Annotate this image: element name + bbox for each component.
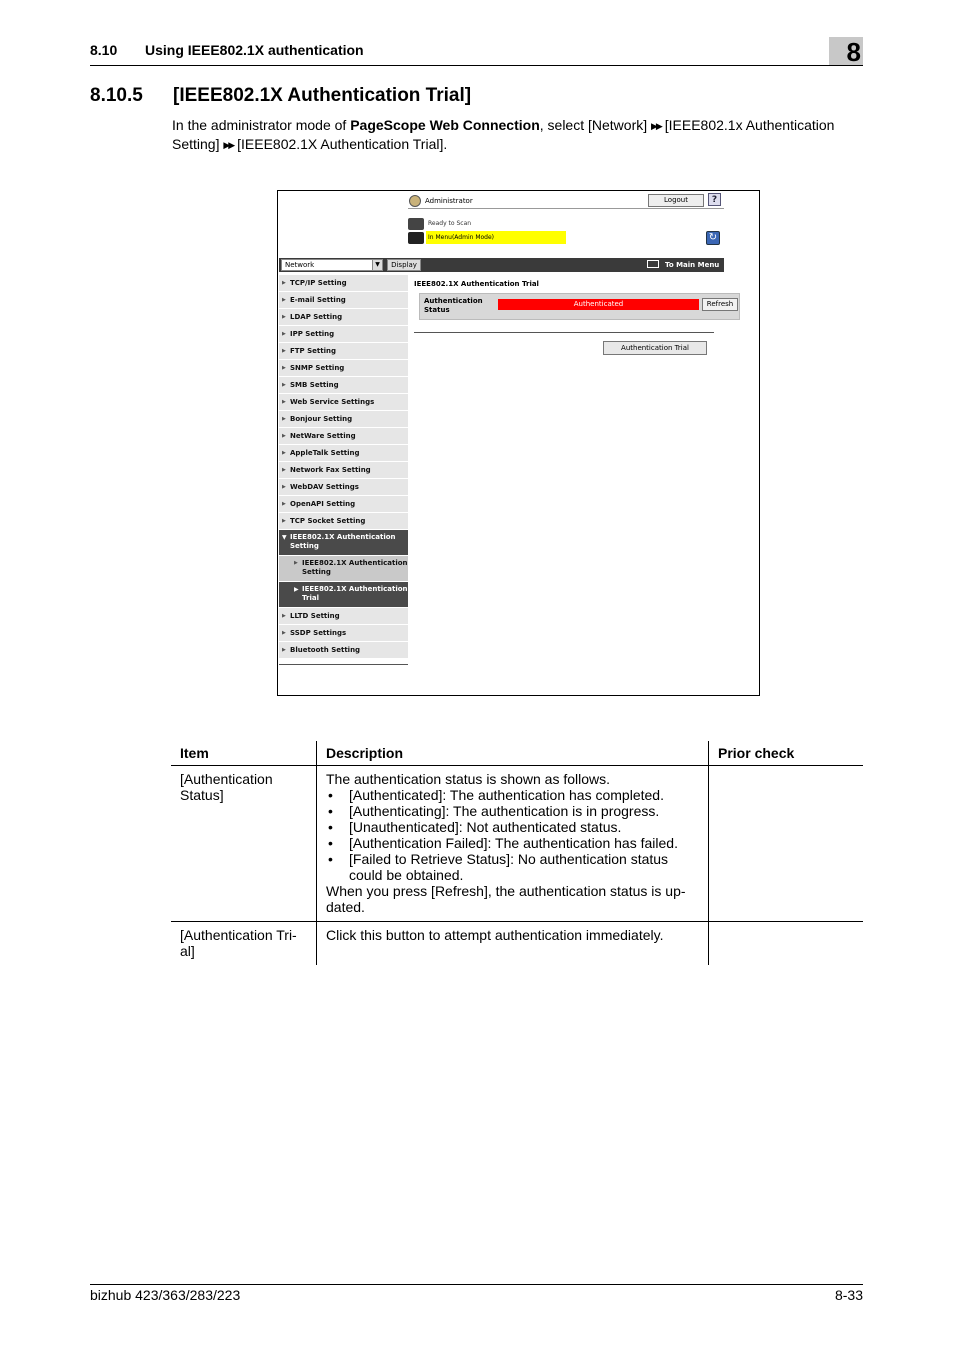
sidebar-item-label: AppleTalk Setting	[290, 449, 360, 457]
triangle-right-icon: ▶	[282, 297, 286, 303]
triangle-right-icon: ▶	[282, 280, 286, 286]
refresh-icon[interactable]: ↻	[706, 231, 720, 245]
help-icon[interactable]: ?	[708, 193, 721, 206]
sidebar-item-label: LDAP Setting	[290, 313, 343, 321]
admin-label: Administrator	[425, 197, 473, 205]
intro-product-name: PageScope Web Connection	[350, 117, 540, 133]
sidebar-item[interactable]	[279, 462, 408, 479]
chapter-number: 8	[846, 37, 861, 67]
sidebar-item-label: Setting	[290, 542, 319, 550]
intro-paragraph	[172, 116, 872, 154]
menu-bar	[279, 258, 724, 272]
triangle-right-icon: ▶	[282, 613, 286, 619]
list-item: • [Authentication Failed]: The authentication has failed.	[326, 835, 699, 851]
content-title: IEEE802.1X Authentication Trial	[414, 280, 539, 288]
auth-status-label	[424, 297, 483, 315]
chapter-badge	[829, 37, 863, 65]
triangle-right-icon: ▶	[282, 484, 286, 490]
triangle-right-icon: ▶	[282, 467, 286, 473]
list-item: • [Authenticating]: The authentication is in progress.	[326, 803, 699, 819]
sidebar-subitem-label: IEEE802.1X Authentication	[302, 559, 408, 567]
machine-status: Ready to Scan	[428, 220, 472, 227]
triangle-right-icon: ▶	[282, 647, 286, 653]
display-button[interactable]: Display	[387, 259, 421, 271]
header-section-title: Using IEEE802.1X authentication	[145, 42, 364, 58]
sidebar-item[interactable]	[279, 326, 408, 343]
authentication-trial-button[interactable]: Authentication Trial	[603, 341, 707, 355]
sidebar-item[interactable]	[279, 292, 408, 309]
admin-bar	[408, 193, 724, 209]
sidebar-item-label: Web Service Settings	[290, 398, 375, 406]
triangle-right-icon: ▶	[282, 450, 286, 456]
sidebar-item[interactable]	[279, 309, 408, 326]
triangle-down-icon: ▼	[282, 534, 287, 541]
settings-table	[171, 741, 863, 965]
sidebar-item-label: TCP/IP Setting	[290, 279, 347, 287]
sidebar-item-label: Network Fax Setting	[290, 466, 371, 474]
intro-text-3: [IEEE802.1x Authentication Setting]	[172, 117, 835, 152]
sidebar-item[interactable]	[279, 642, 408, 659]
prior-check-cell	[709, 922, 864, 966]
sidebar-end-rule	[279, 659, 408, 665]
sidebar-item-label: E-mail Setting	[290, 296, 346, 304]
column-header-prior-check: Prior check	[709, 741, 864, 766]
status-list	[326, 787, 699, 883]
double-arrow-icon: ▶▶	[223, 140, 234, 150]
content-divider	[414, 332, 714, 333]
sidebar-item[interactable]	[279, 428, 408, 445]
description-intro: The authentication status is shown as follows.	[326, 771, 611, 787]
table-row	[171, 922, 863, 966]
section-heading	[90, 85, 471, 107]
logout-button[interactable]: Logout	[648, 194, 704, 207]
description-cell: Click this button to attempt authentication immediately.	[317, 922, 709, 966]
sidebar-item-ieee8021x-setting[interactable]	[279, 530, 408, 556]
sidebar-item-label: SNMP Setting	[290, 364, 345, 372]
sidebar-item-label: WebDAV Settings	[290, 483, 359, 491]
header-rule	[90, 65, 863, 66]
auth-status-label-line: Authentication	[424, 297, 483, 305]
triangle-right-icon: ▶	[282, 416, 286, 422]
auth-status-panel	[419, 293, 740, 320]
triangle-right-icon: ▶	[282, 348, 286, 354]
sidebar-item-label: Bonjour Setting	[290, 415, 353, 423]
prior-check-cell	[709, 766, 864, 922]
header-section-number: 8.10	[90, 42, 118, 58]
item-cell: [Authentication Status]	[171, 766, 317, 922]
auth-status-value: Authenticated	[498, 299, 699, 310]
main-menu-label: To Main Menu	[665, 261, 720, 269]
list-item: • [Authenticated]: The authentication has completed.	[326, 787, 699, 803]
sidebar-item[interactable]	[279, 377, 408, 394]
double-arrow-icon: ▶▶	[651, 121, 661, 131]
sidebar-item[interactable]	[279, 625, 408, 642]
triangle-right-icon: ▶	[282, 433, 286, 439]
description-cell	[317, 766, 709, 922]
sidebar-item-label: Bluetooth Setting	[290, 646, 361, 654]
sidebar-item-label: NetWare Setting	[290, 432, 356, 440]
footer-model: bizhub 423/363/283/223	[90, 1287, 241, 1303]
device-icon	[408, 232, 424, 244]
category-select-value: Network	[285, 261, 315, 269]
sidebar-item[interactable]	[279, 360, 408, 377]
sidebar-item-label: LLTD Setting	[290, 612, 340, 620]
administrator-icon	[409, 195, 421, 207]
list-item: • [Failed to Retrieve Status]: No authentication status could be obtained.	[326, 851, 699, 883]
footer-page-number: 8-33	[834, 1287, 863, 1303]
triangle-right-icon: ▶	[282, 630, 286, 636]
triangle-right-icon: ▶	[294, 560, 298, 566]
column-header-item: Item	[171, 741, 317, 766]
footer-rule	[90, 1284, 863, 1285]
sidebar-item-label: FTP Setting	[290, 347, 336, 355]
sidebar-item-label: SMB Setting	[290, 381, 339, 389]
settings-sidebar	[279, 275, 408, 665]
triangle-right-icon: ▶	[282, 382, 286, 388]
sidebar-subitem-label: Trial	[302, 594, 319, 602]
sidebar-item[interactable]	[279, 445, 408, 462]
sidebar-subitem-label: Setting	[302, 568, 331, 576]
web-connection-screenshot	[277, 190, 760, 696]
category-select[interactable]	[281, 259, 383, 271]
triangle-right-icon: ▶	[282, 501, 286, 507]
sidebar-subitem-auth-setting[interactable]	[279, 556, 408, 582]
intro-text-1: In the administrator mode of	[172, 117, 351, 133]
description-outro: When you press [Refresh], the authentication status is up-dated.	[326, 883, 686, 915]
item-cell: [Authentication Tri-al]	[171, 922, 317, 966]
sidebar-item[interactable]	[279, 275, 408, 292]
sidebar-item[interactable]	[279, 411, 408, 428]
main-menu-icon	[647, 260, 659, 268]
intro-text-2: , select [Network]	[539, 117, 652, 133]
intro-text-4: [IEEE802.1X Authentication Trial].	[233, 136, 448, 152]
sidebar-item[interactable]	[279, 479, 408, 496]
sidebar-subitem-label: IEEE802.1X Authentication	[302, 585, 408, 593]
sidebar-item[interactable]	[279, 394, 408, 411]
sidebar-item-label: IEEE802.1X Authentication	[290, 533, 396, 541]
sidebar-subitem-auth-trial[interactable]	[279, 582, 408, 608]
sidebar-item-label: SSDP Settings	[290, 629, 347, 637]
mode-status: In Menu(Admin Mode)	[426, 231, 566, 244]
sidebar-item[interactable]	[279, 608, 408, 625]
triangle-right-icon: ▶	[282, 314, 286, 320]
triangle-right-icon: ▶	[282, 331, 286, 337]
section-number: 8.10.5	[90, 85, 143, 106]
sidebar-item-label: TCP Socket Setting	[290, 517, 366, 525]
sidebar-item[interactable]	[279, 343, 408, 360]
table-row	[171, 766, 863, 922]
triangle-right-icon: ▶	[282, 399, 286, 405]
running-header	[90, 42, 364, 58]
printer-icon	[408, 218, 424, 230]
table-header-row	[171, 741, 863, 766]
sidebar-item-label: OpenAPI Setting	[290, 500, 356, 508]
section-title: [IEEE802.1X Authentication Trial]	[173, 85, 472, 106]
main-menu-link[interactable]	[647, 259, 719, 271]
sidebar-item[interactable]	[279, 496, 408, 513]
triangle-right-icon: ▶	[282, 365, 286, 371]
refresh-button[interactable]: Refresh	[702, 298, 738, 311]
triangle-right-icon: ▶	[282, 518, 286, 524]
sidebar-item-label: IPP Setting	[290, 330, 335, 338]
list-item: • [Unauthenticated]: Not authenticated status.	[326, 819, 699, 835]
chevron-down-icon: ▼	[372, 260, 382, 270]
sidebar-item[interactable]	[279, 513, 408, 530]
triangle-right-icon: ▶	[294, 586, 299, 593]
column-header-description: Description	[317, 741, 709, 766]
auth-status-label-line: Status	[424, 306, 450, 314]
